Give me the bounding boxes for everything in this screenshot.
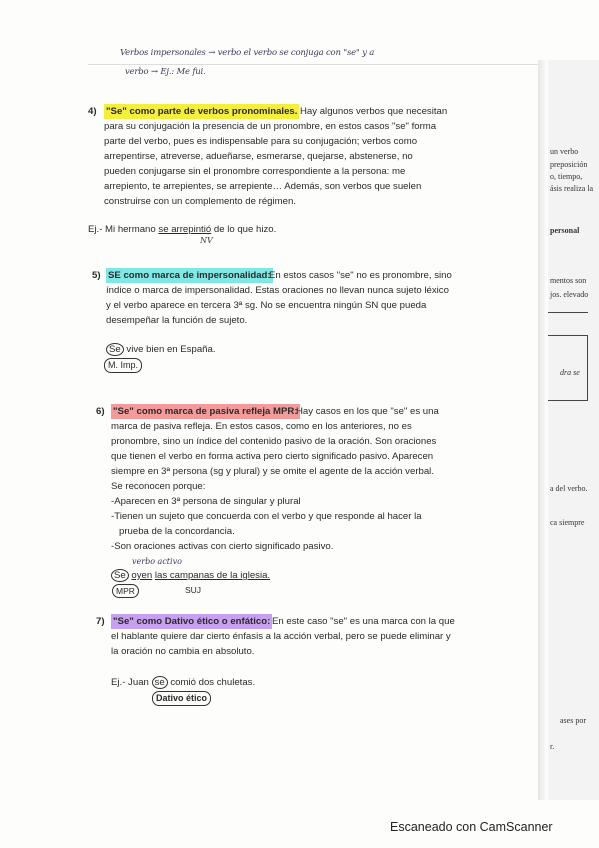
section4-line-5: arrepiento, te arrepientes, se arrepiente… Además, son verbos que suelen [104, 181, 422, 192]
right-fragment-12: r. [550, 742, 555, 751]
section5-example-se: Se [106, 343, 124, 356]
section7-example-prefix: Ej.- Juan [111, 677, 149, 688]
right-fragment-5: personal [550, 226, 580, 235]
section6-title: "Se" como marca de pasiva refleja MPR: [111, 404, 300, 419]
handwritten-note-line2: verbo → Ej.: Me fui. [125, 67, 206, 77]
section5-line-1: índice o marca de impersonalidad. Estas oraciones no llevan nunca sujeto léxico [106, 285, 449, 296]
page-edge-shadow [538, 60, 548, 800]
section5-example-tag: M. Imp. [104, 358, 142, 373]
section7-example [111, 675, 255, 690]
right-fragment-3: o, tiempo, [550, 172, 583, 181]
section6-tag-suj: SUJ [185, 585, 202, 595]
section7-example-rest: comió dos chuletas. [170, 677, 256, 688]
right-fragment-4: ásis realiza la [550, 184, 594, 193]
section6-example-verb: oyen [131, 570, 153, 581]
section5-example-rest: vive bien en España. [126, 344, 216, 355]
section5-line-3: desempeñar la función de sujeto. [106, 315, 248, 326]
section7-example-tag: Dativo ético [152, 691, 211, 706]
section6-line-9: -Son oraciones activas con cierto significado pasivo. [111, 541, 334, 552]
right-fragment-8: dra se [560, 368, 580, 377]
right-rule-2 [548, 335, 588, 336]
right-fragment-1: un verbo [550, 147, 579, 156]
section5-line-2: y el verbo aparece en tercera 3ª sg. No se encuentra ningún SN que pueda [106, 300, 427, 311]
right-fragment-2: preposición [550, 160, 588, 169]
section4-line-4: pueden conjugarse sin el pronombre correspondiente a la persona: me [104, 166, 406, 177]
section6-example-se: Se [111, 569, 129, 582]
right-fragment-9: a del verbo. [550, 484, 588, 493]
right-fragment-10: ca siempre [550, 518, 585, 527]
section4-line-6: construirse con un complemento de régimen. [104, 196, 296, 207]
section4-example-suffix: de lo que hizo. [213, 224, 277, 235]
section4-example [88, 222, 276, 237]
section7-title: "Se" como Dativo ético o enfático: [111, 614, 272, 629]
section6-line-6: -Aparecen en 3ª persona de singular y plural [111, 496, 301, 507]
section4-line-3: arrepentirse, atreverse, adueñarse, esmerarse, quejarse, abstenerse, no [104, 151, 413, 162]
section5-line-0: En estos casos "se" no es pronombre, sino [269, 270, 452, 281]
section6-line-4: siempre en 3ª persona (sg y plural) y se omite el agente de la acción verbal. [111, 466, 434, 477]
section6-example-rest: las campanas de la iglesia. [154, 570, 271, 581]
right-fragment-11: ases por [560, 716, 586, 725]
section4-line-2: parte del verbo, pues es indispensable para su conjugación; verbos como [104, 136, 418, 147]
section4-number: 4) [88, 106, 97, 117]
section7-example-se: se [152, 676, 168, 689]
section6-example [111, 568, 270, 583]
right-fragment-6: mentos son [550, 276, 587, 285]
section6-tag-mpr: MPR [112, 584, 139, 598]
section7-number: 7) [96, 616, 105, 627]
section7-line-1: el hablante quiere dar cierto énfasis a la acción verbal, pero se puede eliminar y [111, 631, 451, 642]
right-fragment-7: jos. elevado [550, 290, 589, 299]
section5-title: SE como marca de impersonalidad: [106, 268, 273, 283]
section7-line-2: la oración no cambia en absoluto. [111, 646, 255, 657]
section6-line-1: marca de pasiva refleja. En estos casos, como en los anteriores, no es [111, 421, 412, 432]
section4-example-prefix: Ej.- Mi hermano [88, 224, 156, 235]
section6-line-5: Se reconocen porque: [111, 481, 206, 492]
section6-number: 6) [96, 406, 105, 417]
section4-title: "Se" como parte de verbos pronominales. [104, 104, 299, 119]
section6-handwritten-note: verbo activo [132, 557, 182, 566]
right-rule-3 [587, 335, 588, 400]
section7-line-0: En este caso "se" es una marca con la que [272, 616, 455, 627]
section4-line-1: para su conjugación la presencia de un pronombre, en estos casos "se" forma [104, 121, 437, 132]
section4-example-tag: NV [200, 236, 213, 245]
right-rule-4 [548, 400, 588, 401]
handwritten-note-line1: Verbos impersonales → verbo el verbo se conjuga con "se" y a [120, 48, 375, 58]
section6-line-2: pronombre, sino un índice del contenido pasivo de la oración. Son oraciones [111, 436, 437, 447]
section4-example-verb: se arrepintió [158, 224, 212, 235]
right-rule-1 [548, 312, 588, 313]
section4-line-0: Hay algunos verbos que necesitan [300, 106, 448, 117]
top-divider [88, 64, 538, 65]
section6-line-3: que tienen el verbo en forma activa pero cierto significado pasivo. Aparecen [111, 451, 434, 462]
scanner-watermark: Escaneado con CamScanner [390, 820, 553, 834]
adjacent-page-strip [548, 60, 599, 800]
section6-line-8: prueba de la concordancia. [119, 526, 235, 537]
section5-number: 5) [92, 270, 101, 281]
section5-example [106, 342, 216, 357]
section6-line-0: Hay casos en los que "se" es una [296, 406, 439, 417]
section6-line-7: -Tienen un sujeto que concuerda con el verbo y que responde al hacer la [111, 511, 422, 522]
